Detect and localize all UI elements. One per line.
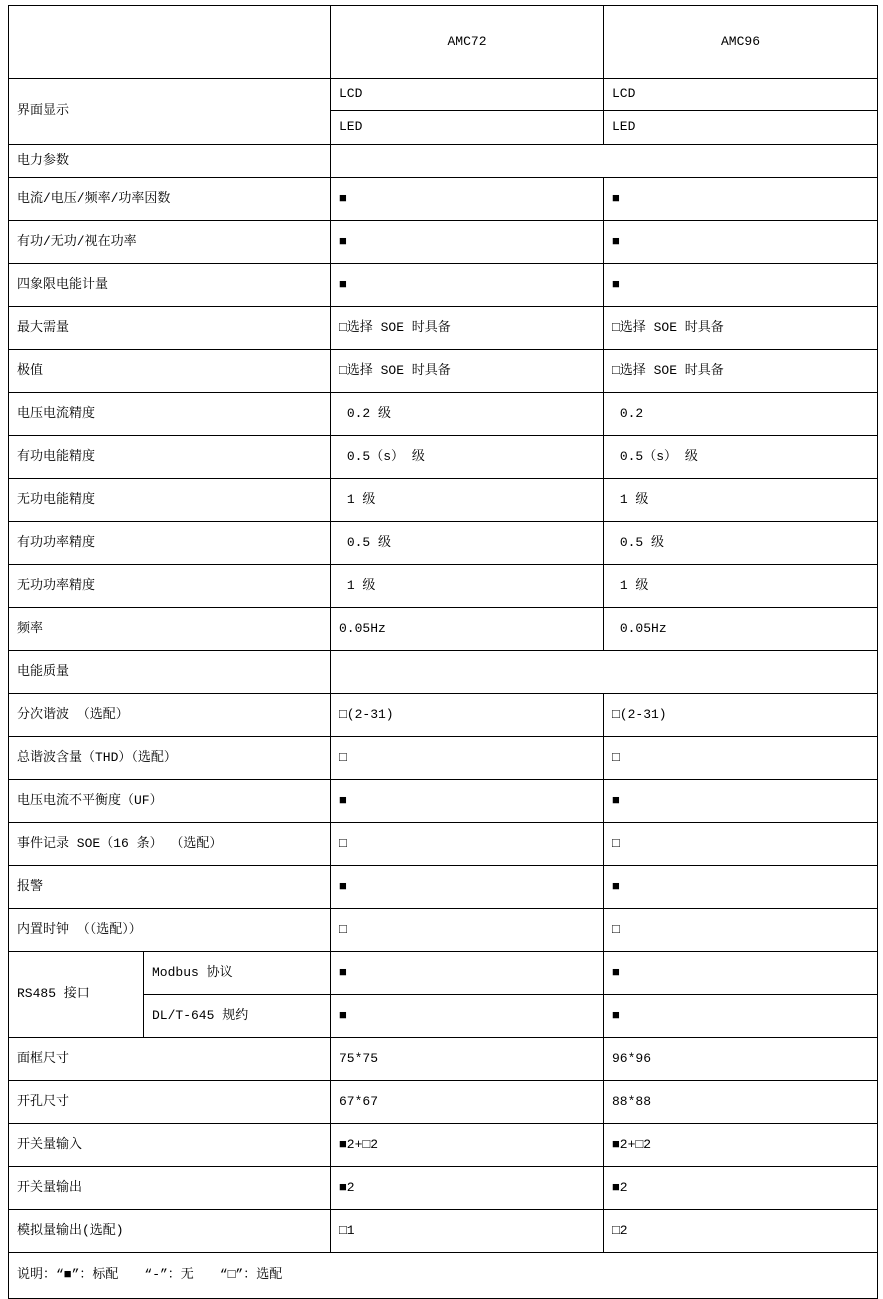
amc72-value: 67*67 — [331, 1081, 604, 1124]
row-digital-input — [9, 1124, 878, 1167]
amc72-value: ■ — [331, 780, 604, 823]
section-label: 电能质量 — [9, 651, 331, 694]
amc72-value: □选择 SOE 时具备 — [331, 307, 604, 350]
amc72-value: ■ — [331, 221, 604, 264]
section-empty-cell — [331, 145, 878, 178]
amc72-value: ■ — [331, 952, 604, 995]
row-label: 开关量输入 — [9, 1124, 331, 1167]
row-reactive-energy-accuracy — [9, 479, 878, 522]
amc72-value: □ — [331, 737, 604, 780]
row-digital-output — [9, 1167, 878, 1210]
amc96-value: ■2+□2 — [604, 1124, 878, 1167]
amc72-value: 1 级 — [331, 565, 604, 608]
row-label: 频率 — [9, 608, 331, 651]
amc72-value: 0.2 级 — [331, 393, 604, 436]
spec-table — [8, 5, 878, 1299]
amc72-value: ■2 — [331, 1167, 604, 1210]
row-four-quadrant-energy — [9, 264, 878, 307]
amc72-value: LED — [331, 111, 604, 145]
amc96-value: 88*88 — [604, 1081, 878, 1124]
rs485-sub-label: DL/T-645 规约 — [144, 995, 331, 1038]
row-cutout-size — [9, 1081, 878, 1124]
row-frequency — [9, 608, 878, 651]
row-analog-output — [9, 1210, 878, 1253]
row-label: 面框尺寸 — [9, 1038, 331, 1081]
row-label: 电压电流精度 — [9, 393, 331, 436]
amc72-value: 1 级 — [331, 479, 604, 522]
row-active-energy-accuracy — [9, 436, 878, 479]
header-amc72: AMC72 — [331, 6, 604, 79]
footer-note-row — [9, 1253, 878, 1299]
amc72-value: □1 — [331, 1210, 604, 1253]
row-unbalance-uf — [9, 780, 878, 823]
amc96-value: □ — [604, 909, 878, 952]
amc96-value: LCD — [604, 79, 878, 111]
row-label: 开孔尺寸 — [9, 1081, 331, 1124]
row-label: 报警 — [9, 866, 331, 909]
amc96-value: ■2 — [604, 1167, 878, 1210]
amc96-value: 1 级 — [604, 479, 878, 522]
rs485-label: RS485 接口 — [9, 952, 144, 1038]
row-label: 分次谐波 （选配） — [9, 694, 331, 737]
amc96-value: 0.5（s） 级 — [604, 436, 878, 479]
row-label: 开关量输出 — [9, 1167, 331, 1210]
row-label: 电压电流不平衡度（UF） — [9, 780, 331, 823]
amc72-value: □ — [331, 909, 604, 952]
amc72-value: 75*75 — [331, 1038, 604, 1081]
amc96-value: 0.5 级 — [604, 522, 878, 565]
row-thd — [9, 737, 878, 780]
amc72-value: ■ — [331, 178, 604, 221]
amc96-value: 0.05Hz — [604, 608, 878, 651]
row-label: 有功电能精度 — [9, 436, 331, 479]
amc96-value: ■ — [604, 178, 878, 221]
row-label: 电流/电压/频率/功率因数 — [9, 178, 331, 221]
row-max-demand — [9, 307, 878, 350]
section-power-parameters — [9, 145, 878, 178]
row-soe-event-record — [9, 823, 878, 866]
amc72-value: LCD — [331, 79, 604, 111]
amc72-value: □选择 SOE 时具备 — [331, 350, 604, 393]
row-label: 无功功率精度 — [9, 565, 331, 608]
row-extreme-values — [9, 350, 878, 393]
row-active-power-accuracy — [9, 522, 878, 565]
row-label: 无功电能精度 — [9, 479, 331, 522]
row-label: 有功/无功/视在功率 — [9, 221, 331, 264]
row-label: 有功功率精度 — [9, 522, 331, 565]
amc96-value: 1 级 — [604, 565, 878, 608]
amc72-value: ■ — [331, 264, 604, 307]
row-alarm — [9, 866, 878, 909]
rs485-sub-label: Modbus 协议 — [144, 952, 331, 995]
row-active-reactive-apparent-power — [9, 221, 878, 264]
header-corner-cell — [9, 6, 331, 79]
row-label: 模拟量输出(选配) — [9, 1210, 331, 1253]
amc96-value: □2 — [604, 1210, 878, 1253]
row-label: 最大需量 — [9, 307, 331, 350]
amc72-value: □ — [331, 823, 604, 866]
amc96-value: LED — [604, 111, 878, 145]
row-voltage-current-accuracy — [9, 393, 878, 436]
amc96-value: 96*96 — [604, 1038, 878, 1081]
amc72-value: ■ — [331, 866, 604, 909]
amc96-value: ■ — [604, 866, 878, 909]
amc96-value: ■ — [604, 221, 878, 264]
header-row — [9, 6, 878, 79]
section-label: 电力参数 — [9, 145, 331, 178]
amc96-value: ■ — [604, 995, 878, 1038]
row-internal-clock — [9, 909, 878, 952]
row-reactive-power-accuracy — [9, 565, 878, 608]
row-current-voltage-frequency-pf — [9, 178, 878, 221]
row-label: 内置时钟 （（选配）） — [9, 909, 331, 952]
amc72-value: 0.5 级 — [331, 522, 604, 565]
footer-note: 说明：“■”：标配 “-”：无 “□”：选配 — [9, 1253, 878, 1299]
amc72-value: 0.05Hz — [331, 608, 604, 651]
amc96-value: ■ — [604, 952, 878, 995]
row-label: 极值 — [9, 350, 331, 393]
section-power-quality — [9, 651, 878, 694]
amc72-value: 0.5（s） 级 — [331, 436, 604, 479]
row-rs485-modbus — [9, 952, 878, 995]
amc96-value: ■ — [604, 264, 878, 307]
row-frame-size — [9, 1038, 878, 1081]
row-interface-display — [9, 79, 878, 111]
amc96-value: 0.2 — [604, 393, 878, 436]
amc96-value: □ — [604, 737, 878, 780]
row-label: 四象限电能计量 — [9, 264, 331, 307]
amc96-value: □ — [604, 823, 878, 866]
amc96-value: □选择 SOE 时具备 — [604, 350, 878, 393]
amc96-value: □选择 SOE 时具备 — [604, 307, 878, 350]
row-harmonics-by-order — [9, 694, 878, 737]
amc96-value: □(2-31) — [604, 694, 878, 737]
amc72-value: ■ — [331, 995, 604, 1038]
amc72-value: ■2+□2 — [331, 1124, 604, 1167]
section-empty-cell — [331, 651, 878, 694]
amc96-value: ■ — [604, 780, 878, 823]
row-label: 总谐波含量（THD）（选配） — [9, 737, 331, 780]
row-label: 事件记录 SOE（16 条） （选配） — [9, 823, 331, 866]
amc72-value: □(2-31) — [331, 694, 604, 737]
header-amc96: AMC96 — [604, 6, 878, 79]
row-label: 界面显示 — [9, 79, 331, 145]
